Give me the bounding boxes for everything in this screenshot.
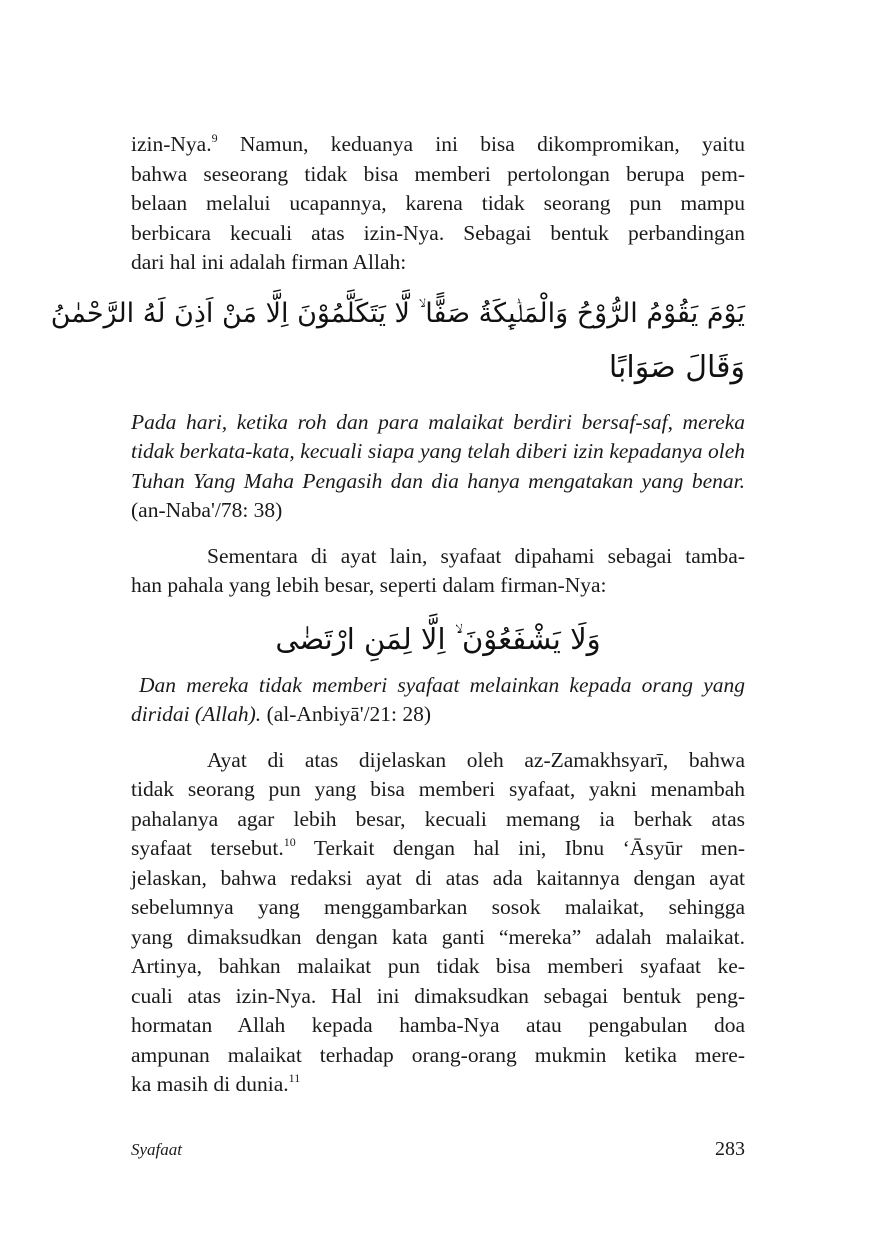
translation-1 bbox=[131, 408, 745, 526]
page-number: 283 bbox=[715, 1138, 745, 1160]
quran-verse-1 bbox=[50, 288, 745, 394]
footnote-ref-10[interactable]: 10 bbox=[283, 835, 296, 849]
page-body bbox=[50, 126, 745, 1100]
text-line: pahalanya agar lebih besar, kecuali memang ia berhak atas bbox=[131, 806, 745, 831]
text-line: berbicara kecuali atas izin-Nya. Sebagai bentuk perbandingan bbox=[131, 220, 745, 245]
text-line: Sementara di ayat lain, syafaat dipahami sebagai tamba- bbox=[207, 543, 745, 568]
text-line: Dan mereka tidak memberi syafaat melainkan kepada orang yang bbox=[139, 672, 745, 697]
paragraph-2 bbox=[131, 542, 745, 572]
text-line: cuali atas izin-Nya. Hal ini dimaksudkan sebagai bentuk peng- bbox=[131, 983, 745, 1008]
footnote-ref-9[interactable]: 9 bbox=[211, 131, 218, 145]
text-line: sebelumnya yang menggambarkan sosok malaikat, sehingga bbox=[131, 895, 745, 919]
text-line: Artinya, bahkan malaikat pun tidak bisa memberi syafaat ke- bbox=[131, 954, 745, 978]
verse-reference: (an-Naba'/78: 38) bbox=[131, 498, 283, 522]
text-line: tidak seorang pun yang bisa memberi syafaat, yakni menambah bbox=[131, 777, 745, 801]
text-line: hormatan Allah kepada hamba-Nya atau pengabulan doa bbox=[131, 1013, 745, 1037]
text-line: tidak berkata-kata, kecuali siapa yang telah diberi izin kepadanya oleh bbox=[131, 439, 745, 463]
paragraph-3 bbox=[131, 746, 745, 1100]
text-line: belaan melalui ucapannya, karena tidak seorang pun mampu bbox=[131, 191, 745, 215]
text-line: ka masih di dunia.$^{11}$ bbox=[131, 1071, 301, 1096]
arabic-verse-line: وَقَالَ صَوَابًا bbox=[608, 349, 745, 385]
paragraph-2-cont bbox=[131, 571, 745, 601]
text-line: yang dimaksudkan dengan kata ganti “mereka” adalah malaikat. bbox=[131, 924, 745, 949]
running-footer-title: Syafaat bbox=[131, 1140, 182, 1159]
text-line: syafaat tersebut.$^{10}$ Terkait dengan hal ini, Ibnu ‘Āsyūr men- bbox=[131, 835, 745, 860]
text-line: Pada hari, ketika roh dan para malaikat berdiri bersaf-saf, mereka bbox=[131, 409, 745, 434]
arabic-verse-line: يَوْمَ يَقُوْمُ الرُّوْحُ وَالْمَلٰۤىِٕكَةُ صَفًّا ۙ لَّا يَتَكَلَّمُوْنَ اِلَّا مَنْ اَذِنَ لَهُ الرَّحْمٰنُ bbox=[50, 297, 745, 329]
text-line: dari hal ini adalah firman Allah: bbox=[131, 250, 407, 274]
text-line: Tuhan Yang Maha Pengasih dan dia hanya mengatakan yang benar. bbox=[131, 468, 745, 493]
text-line: diridai (Allah). (al-Anbiyā'/21: 28) bbox=[131, 702, 432, 726]
translation-2 bbox=[131, 671, 745, 730]
arabic-verse-2: وَلَا يَشْفَعُوْنَ ۙ اِلَّا لِمَنِ ارْتَضٰى bbox=[275, 621, 601, 656]
text-line: ampunan malaikat terhadap orang-orang mukmin ketika mere- bbox=[131, 1042, 745, 1067]
text-line: han pahala yang lebih besar, seperti dalam firman-Nya: bbox=[131, 573, 607, 597]
page-footer bbox=[131, 1138, 745, 1161]
text-line: jelaskan, bahwa redaksi ayat di atas ada kaitannya dengan ayat bbox=[131, 865, 745, 890]
verse-reference: (al-Anbiyā'/21: 28) bbox=[266, 702, 432, 726]
text-line: bahwa seseorang tidak bisa memberi pertolongan berupa pem- bbox=[131, 161, 745, 186]
text-line: Ayat di atas dijelaskan oleh az-Zamakhsyarī, bahwa bbox=[207, 747, 745, 772]
paragraph-1 bbox=[131, 130, 745, 278]
text-line: izin-Nya.$^9$ Namun, keduanya ini bisa dikompromikan, yaitu bbox=[131, 131, 745, 156]
footnote-ref-11[interactable]: 11 bbox=[288, 1071, 301, 1085]
